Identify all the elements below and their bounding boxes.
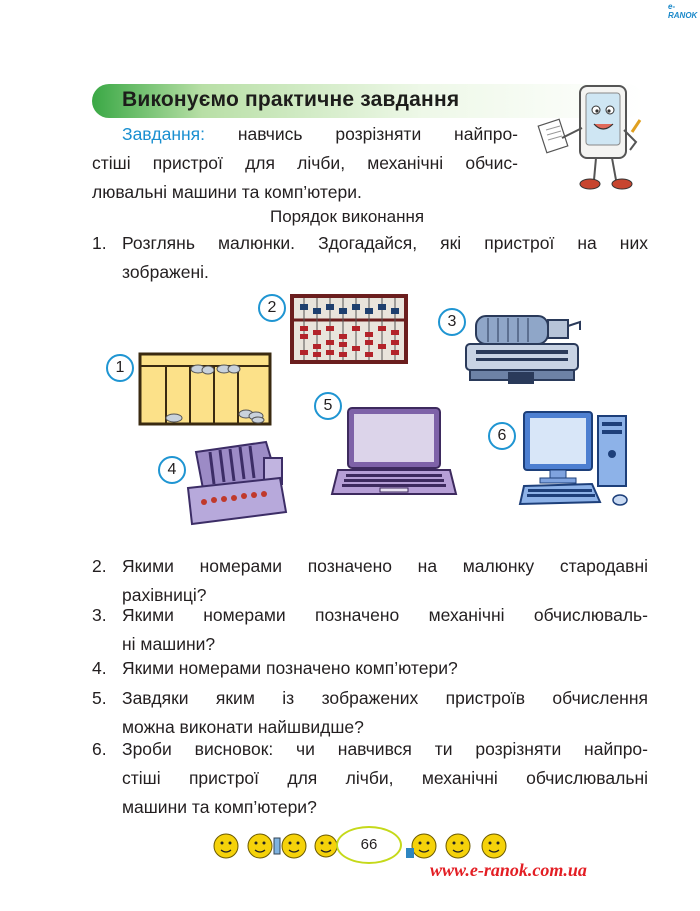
item-text: ні машини? xyxy=(122,634,216,654)
picture-number: 2 xyxy=(258,294,286,322)
website-url[interactable]: www.e-ranok.com.ua xyxy=(430,860,587,880)
item-number: 4. xyxy=(92,658,107,678)
task-line-3: лювальні машини та комп’ютери. xyxy=(92,182,362,202)
picture-number: 4 xyxy=(158,456,186,484)
item-text: Якими номерами позначено на малюнку стародавні xyxy=(122,556,648,576)
section-title: Виконуємо практичне завдання xyxy=(122,88,460,111)
task-line-2: стіші пристрої для лічби, механічні обчис- xyxy=(92,153,518,173)
list-item xyxy=(92,684,648,742)
page-number: 66 xyxy=(336,826,402,864)
item-text: Якими номерами позначено механічні обчислюваль- xyxy=(122,605,648,625)
laptop-icon xyxy=(330,406,458,498)
tablet-mascot-icon xyxy=(536,80,656,200)
item-text: Завдяки яким із зображених пристроїв обчислення xyxy=(122,688,648,708)
item-text: рахівниці? xyxy=(122,585,207,605)
item-number: 6. xyxy=(92,739,107,759)
emoji-characters-left-icon xyxy=(210,826,340,866)
task-line-1 xyxy=(92,120,518,149)
item-text: Зроби висновок: чи навчився ти розрізняти найпро- xyxy=(122,739,648,759)
item-text: стіші пристрої для лічби, механічні обчислювальні xyxy=(122,768,648,788)
item-text: зображені. xyxy=(122,262,209,282)
desktop-computer-icon xyxy=(518,408,636,514)
item-number: 5. xyxy=(92,688,107,708)
item-number: 1. xyxy=(92,233,107,253)
picture-number: 5 xyxy=(314,392,342,420)
picture-number: 1 xyxy=(106,354,134,382)
list-item xyxy=(92,735,648,822)
item-text: Розглянь малюнки. Здогадайся, які пристрої на них xyxy=(122,233,648,253)
item-number: 2. xyxy=(92,556,107,576)
task-text: навчись розрізняти найпро- xyxy=(237,124,518,144)
abacus-icon xyxy=(290,294,408,364)
picture-number: 6 xyxy=(488,422,516,450)
list-item xyxy=(92,229,648,287)
picture-number: 3 xyxy=(438,308,466,336)
item-text: Якими номерами позначено комп’ютери? xyxy=(122,658,458,678)
publisher-logo: e-RANOK xyxy=(668,2,698,20)
list-item xyxy=(92,601,648,659)
procedure-title: Порядок виконання xyxy=(270,207,425,226)
list-item xyxy=(92,654,648,683)
item-number: 3. xyxy=(92,605,107,625)
item-text: можна виконати найшвидше? xyxy=(122,717,364,737)
mechanical-calculator-icon xyxy=(464,308,588,386)
arithmometer-icon xyxy=(182,438,290,528)
task-label: Завдання: xyxy=(122,124,206,144)
ancient-abacus-icon xyxy=(138,352,272,426)
item-text: машини та комп’ютери? xyxy=(122,797,317,817)
